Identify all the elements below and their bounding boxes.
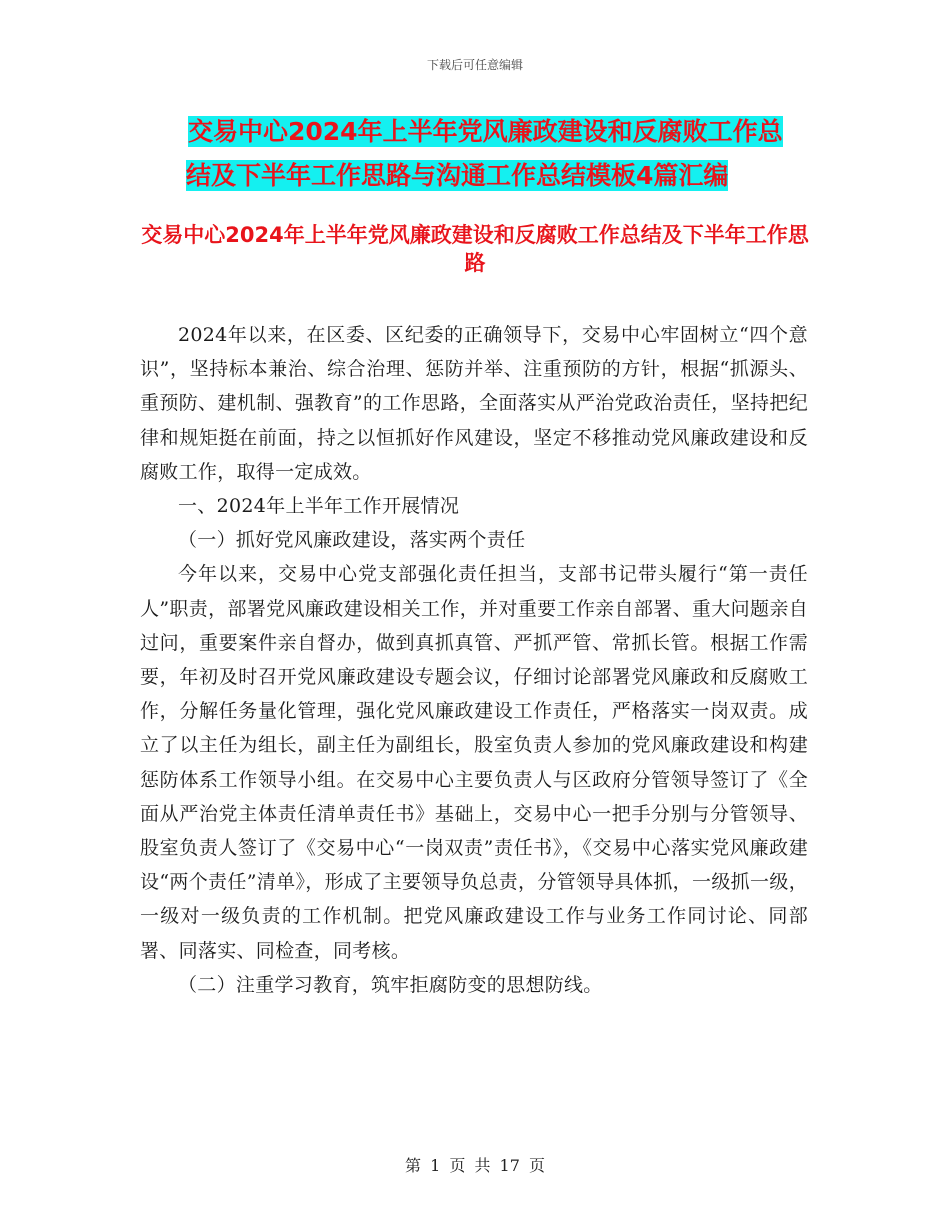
document-title [188, 110, 812, 198]
subheading-two: （二）注重学习教育，筑牢拒腐防变的思想防线。 [178, 973, 603, 996]
heading-part-one: 一、2024年上半年工作开展情况 [178, 495, 460, 518]
section-title: 交易中心2024年上半年党风廉政建设和反腐败工作总结及下半年工作思路 [141, 223, 809, 275]
document-title-line-2: 结及下半年工作思路与沟通工作总结模板4篇汇编 [186, 161, 729, 190]
page-footer: 第 1 页 共 17 页 [405, 1156, 545, 1175]
document-title-line-1: 交易中心2024年上半年党风廉政建设和反腐败工作总 [188, 117, 783, 146]
header-note: 下载后可任意编辑 [426, 58, 523, 72]
document-body [140, 318, 808, 1002]
subheading-one: （一）抓好党风廉政建设，落实两个责任 [178, 529, 526, 552]
paragraph-responsibility: 今年以来，交易中心党支部强化责任担当，支部书记带头履行“第一责任人”职责，部署党风廉政建设相关工作，并对重要工作亲自部署、重大问题亲自过问，重要案件亲自督办，做到真抓真管、严抓严管、常抓长管。根据工作需要，年初及时召开党风廉政建设专题会议，仔细讨论部署党风廉政和反腐败工作，分解任务量化管理，强化党风廉政建设工作责任，严格落实一岗双责。成立了以主任为组长，副主任为副组长，股室负责人参加的党风廉政建设和构建惩防体系工作领导小组。在交易中心主要负责人与区政府分管领导签订了《全面从严治党主体责任清单责任书》基础上，交易中心一把手分别与分管领导、股室负责人签订了《交易中心“一岗双责”责任书》，《交易中心落实党风廉政建设“两个责任”清单》，形成了主要领导负总责，分管领导具体抓，一级抓一级，一级对一级负责的工作机制。把党风廉政建设工作与业务工作同讨论、同部署、同落实、同检查，同考核。 [140, 563, 808, 962]
paragraph-intro: 2024年以来，在区委、区纪委的正确领导下，交易中心牢固树立“四个意识”，坚持标本兼治、综合治理、惩防并举、注重预防的方针，根据“抓源头、重预防、建机制、强教育”的工作思路，全面落实从严治党政治责任，坚持把纪律和规矩挺在前面，持之以恒抓好作风建设，坚定不移推动党风廉政建设和反腐败工作，取得一定成效。 [140, 324, 808, 483]
